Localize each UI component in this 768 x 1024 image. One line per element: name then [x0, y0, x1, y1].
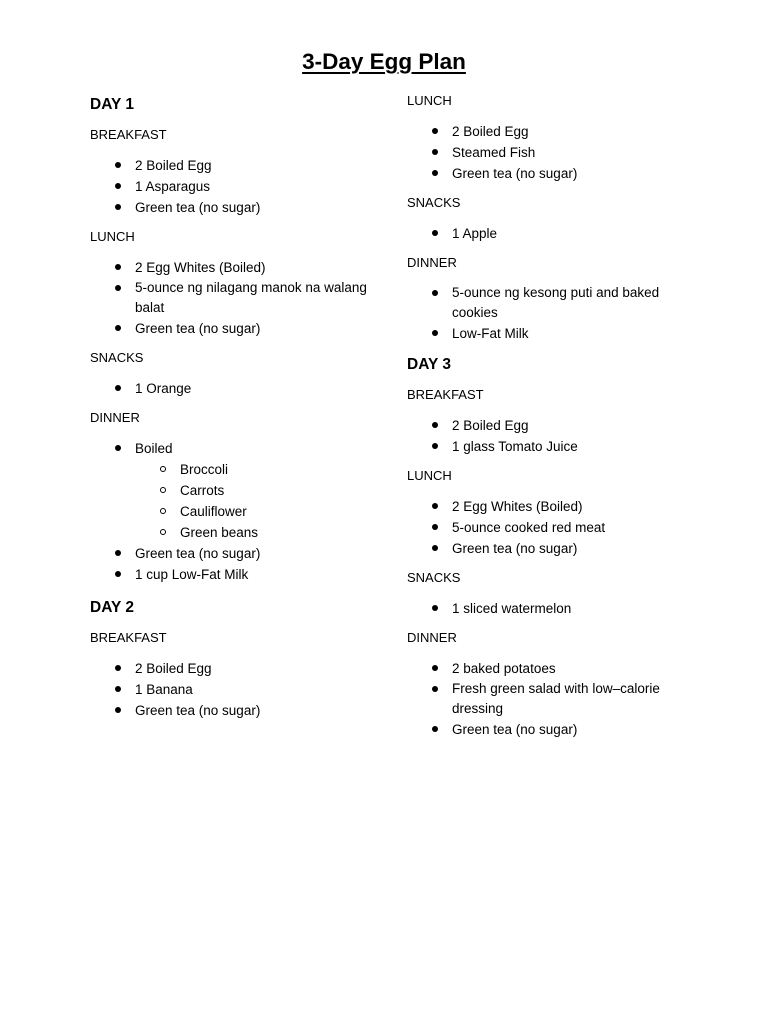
- list-item: [90, 438, 380, 543]
- list-item: 5-ounce cooked red meat: [407, 517, 697, 538]
- day2-snacks-list: [407, 223, 697, 244]
- list-item: 1 Orange: [90, 378, 380, 399]
- day1-lunch-heading: LUNCH: [90, 229, 135, 244]
- day2-breakfast-list: [90, 658, 380, 721]
- day2-lunch-list: [407, 121, 697, 184]
- day2-dinner-heading: DINNER: [407, 255, 457, 270]
- day3-snacks-list: [407, 598, 697, 619]
- day1-heading: DAY 1: [90, 96, 134, 113]
- list-item: 1 cup Low-Fat Milk: [90, 564, 380, 585]
- left-column: [90, 94, 380, 731]
- day3-snacks-heading: SNACKS: [407, 570, 461, 585]
- day1-breakfast-list: [90, 155, 380, 218]
- list-item: 5-ounce ng kesong puti and baked cookies: [407, 283, 697, 323]
- day1-dinner-list: [90, 438, 380, 585]
- list-item: 1 Banana: [90, 679, 380, 700]
- day1-snacks-heading: SNACKS: [90, 350, 144, 365]
- sublist-item: Carrots: [135, 480, 380, 501]
- day3-breakfast-list: [407, 415, 697, 457]
- list-item: 2 Boiled Egg: [90, 658, 380, 679]
- list-item: Fresh green salad with low–calorie dressing: [407, 679, 697, 719]
- sublist-item: Broccoli: [135, 459, 380, 480]
- list-item: 1 Apple: [407, 223, 697, 244]
- day3-breakfast-heading: BREAKFAST: [407, 387, 484, 402]
- day3-lunch-list: [407, 496, 697, 559]
- list-item: Green tea (no sugar): [90, 700, 380, 721]
- day2-heading: DAY 2: [90, 599, 134, 616]
- day1-dinner-heading: DINNER: [90, 410, 140, 425]
- sublist-item: Cauliflower: [135, 501, 380, 522]
- list-item: 2 Egg Whites (Boiled): [407, 496, 697, 517]
- list-item: 2 Boiled Egg: [90, 155, 380, 176]
- list-item: Steamed Fish: [407, 142, 697, 163]
- day2-lunch-heading: LUNCH: [407, 93, 452, 108]
- list-item: Green tea (no sugar): [90, 197, 380, 218]
- boiled-sublist: [135, 459, 380, 543]
- list-item: Low-Fat Milk: [407, 323, 697, 344]
- list-item: Green tea (no sugar): [407, 719, 697, 740]
- list-item: 1 Asparagus: [90, 176, 380, 197]
- day3-dinner-heading: DINNER: [407, 630, 457, 645]
- list-item: 2 Egg Whites (Boiled): [90, 257, 380, 278]
- day3-lunch-heading: LUNCH: [407, 468, 452, 483]
- page-title: 3-Day Egg Plan: [302, 49, 466, 74]
- day3-dinner-list: [407, 658, 697, 740]
- day1-snacks-list: [90, 378, 380, 399]
- day2-snacks-heading: SNACKS: [407, 195, 461, 210]
- list-item: 1 sliced watermelon: [407, 598, 697, 619]
- list-item: Green tea (no sugar): [90, 543, 380, 564]
- list-item: Green tea (no sugar): [407, 538, 697, 559]
- list-item: Green tea (no sugar): [90, 318, 380, 339]
- day2-dinner-list: [407, 283, 697, 344]
- day1-lunch-list: [90, 257, 380, 339]
- list-item: 5-ounce ng nilagang manok na walang balat: [90, 278, 380, 318]
- list-item: 2 baked potatoes: [407, 658, 697, 679]
- list-item-label: Boiled: [135, 441, 173, 456]
- day3-heading: DAY 3: [407, 356, 451, 373]
- day1-breakfast-heading: BREAKFAST: [90, 127, 167, 142]
- right-column: [407, 92, 697, 750]
- list-item: 2 Boiled Egg: [407, 415, 697, 436]
- list-item: 2 Boiled Egg: [407, 121, 697, 142]
- day2-breakfast-heading: BREAKFAST: [90, 630, 167, 645]
- sublist-item: Green beans: [135, 522, 380, 543]
- list-item: 1 glass Tomato Juice: [407, 436, 697, 457]
- list-item: Green tea (no sugar): [407, 163, 697, 184]
